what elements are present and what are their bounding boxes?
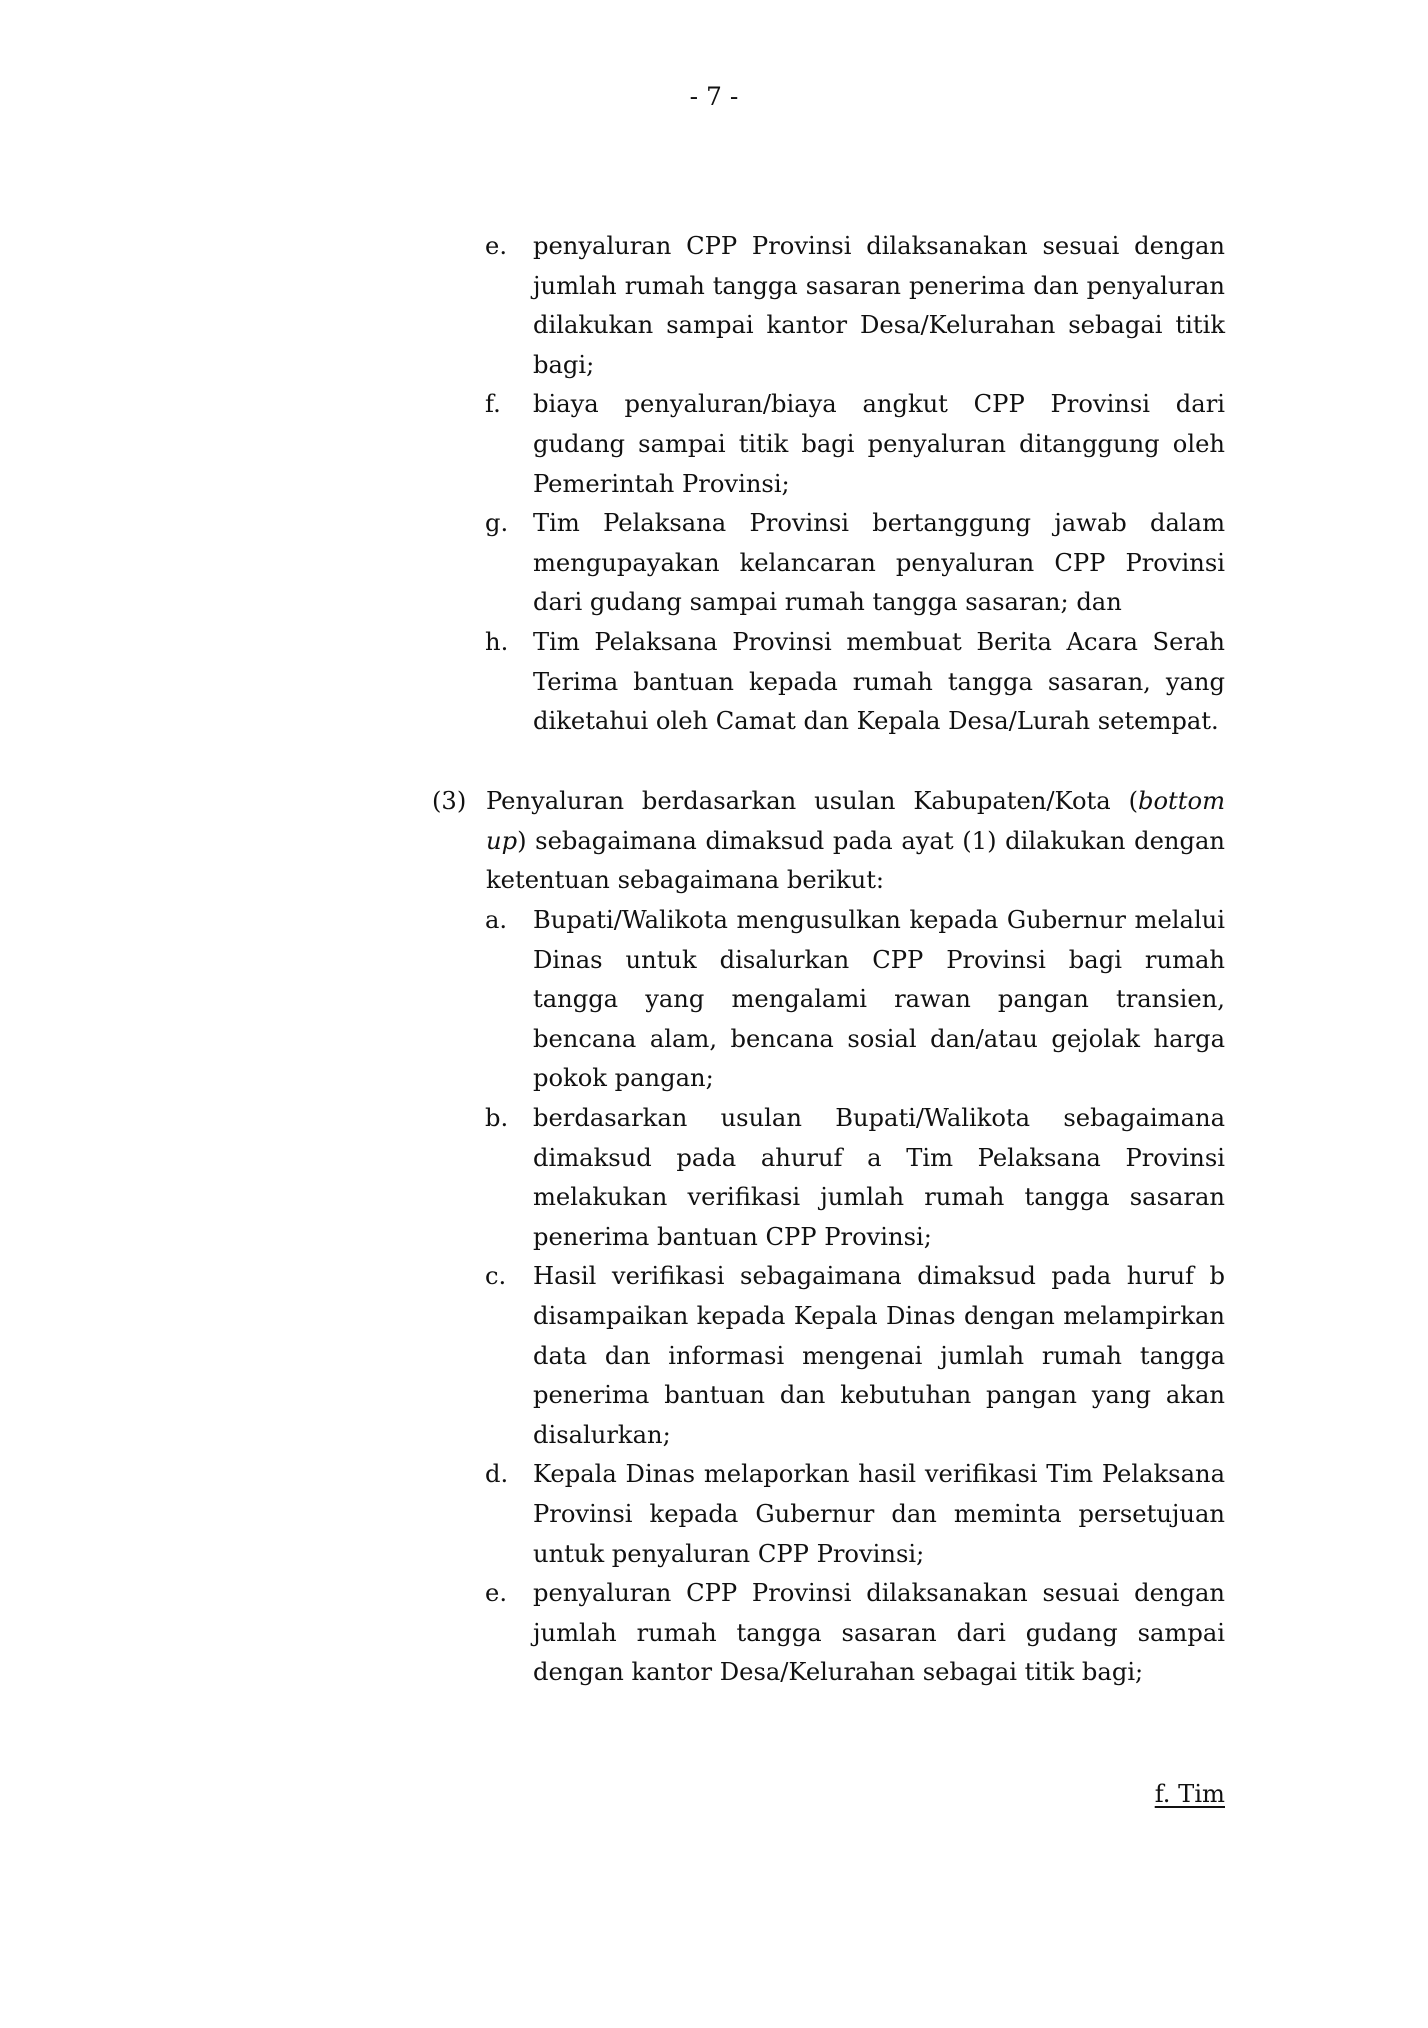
list-item-d — [485, 1455, 1225, 1574]
list-item-a — [485, 901, 1225, 1099]
paragraph-marker: (3) — [432, 787, 467, 815]
list-item-text: Tim Pelaksana Provinsi bertanggung jawab dalam mengupayakan kelancaran penyaluran CPP Provinsi dari gudang sampai rumah tangga sasaran; dan — [533, 509, 1225, 617]
list-item-h — [485, 623, 1225, 742]
list-item-text: penyaluran CPP Provinsi dilaksanakan sesuai dengan jumlah rumah tangga sasaran dari gudang sampai dengan kantor Desa/Kelurahan sebagai titik bagi; — [533, 1579, 1225, 1687]
list-item-e — [485, 227, 1225, 385]
paragraph-3 — [432, 782, 1225, 901]
list-item-text: Bupati/Walikota mengusulkan kepada Gubernur melalui Dinas untuk disalurkan CPP Provinsi bagi rumah tangga yang mengalami rawan pangan transien, bencana alam, bencana sosial dan/atau gejolak harga pokok pangan; — [533, 906, 1225, 1093]
list-marker: g. — [485, 509, 509, 538]
list-item-text: Tim Pelaksana Provinsi membuat Berita Acara Serah Terima bantuan kepada rumah tangga sasaran, yang diketahui oleh Camat dan Kepala Desa/Lurah setempat. — [533, 627, 1225, 736]
list-item-text: biaya penyaluran/biaya angkut CPP Provinsi dari gudang sampai titik bagi penyaluran ditanggung oleh Pemerintah Provinsi; — [533, 390, 1225, 498]
list-marker: b. — [485, 1103, 509, 1132]
sub-list-paragraph-3 — [0, 901, 1428, 1693]
sub-list-paragraph-2 — [0, 227, 1428, 742]
list-item-text: Kepala Dinas melaporkan hasil verifikasi Tim Pelaksana Provinsi kepada Gubernur dan meminta persetujuan untuk penyaluran CPP Provinsi; — [533, 1460, 1225, 1568]
list-item-c — [485, 1257, 1225, 1455]
list-marker: h. — [485, 627, 509, 656]
list-item-g — [485, 504, 1225, 623]
page-number: - 7 - — [689, 82, 739, 111]
list-marker: e. — [485, 232, 508, 260]
list-marker: d. — [485, 1460, 509, 1489]
list-marker: a. — [485, 906, 508, 934]
list-item-b — [485, 1099, 1225, 1257]
paragraph-italic-term: bottom up — [486, 787, 1225, 855]
list-marker: f. — [485, 390, 501, 419]
list-marker: c. — [485, 1262, 507, 1291]
paragraph-text-after: ) sebagaimana dimaksud pada ayat (1) dilakukan dengan ketentuan sebagaimana berikut: — [486, 826, 1225, 895]
list-marker: e. — [485, 1579, 508, 1608]
list-item-text: penyaluran CPP Provinsi dilaksanakan sesuai dengan jumlah rumah tangga sasaran penerima dan penyaluran dilakukan sampai kantor Desa/Kelurahan sebagai titik bagi; — [533, 232, 1225, 379]
list-item-text: Hasil verifikasi sebagaimana dimaksud pada huruf b disampaikan kepada Kepala Dinas dengan melampirkan data dan informasi mengenai jumlah rumah tangga penerima bantuan dan kebutuhan pangan yang akan disalurkan; — [533, 1262, 1225, 1449]
paragraph-text-before: Penyaluran berdasarkan usulan Kabupaten/Kota ( — [486, 787, 1139, 815]
list-item-f — [485, 385, 1225, 504]
list-item-text: berdasarkan usulan Bupati/Walikota sebagaimana dimaksud pada ahuruf a Tim Pelaksana Provinsi melakukan verifikasi jumlah rumah tangga sasaran penerima bantuan CPP Provinsi; — [533, 1103, 1225, 1251]
list-item-e — [485, 1574, 1225, 1693]
page-continuation-catchword: f. Tim — [1154, 1780, 1225, 1808]
